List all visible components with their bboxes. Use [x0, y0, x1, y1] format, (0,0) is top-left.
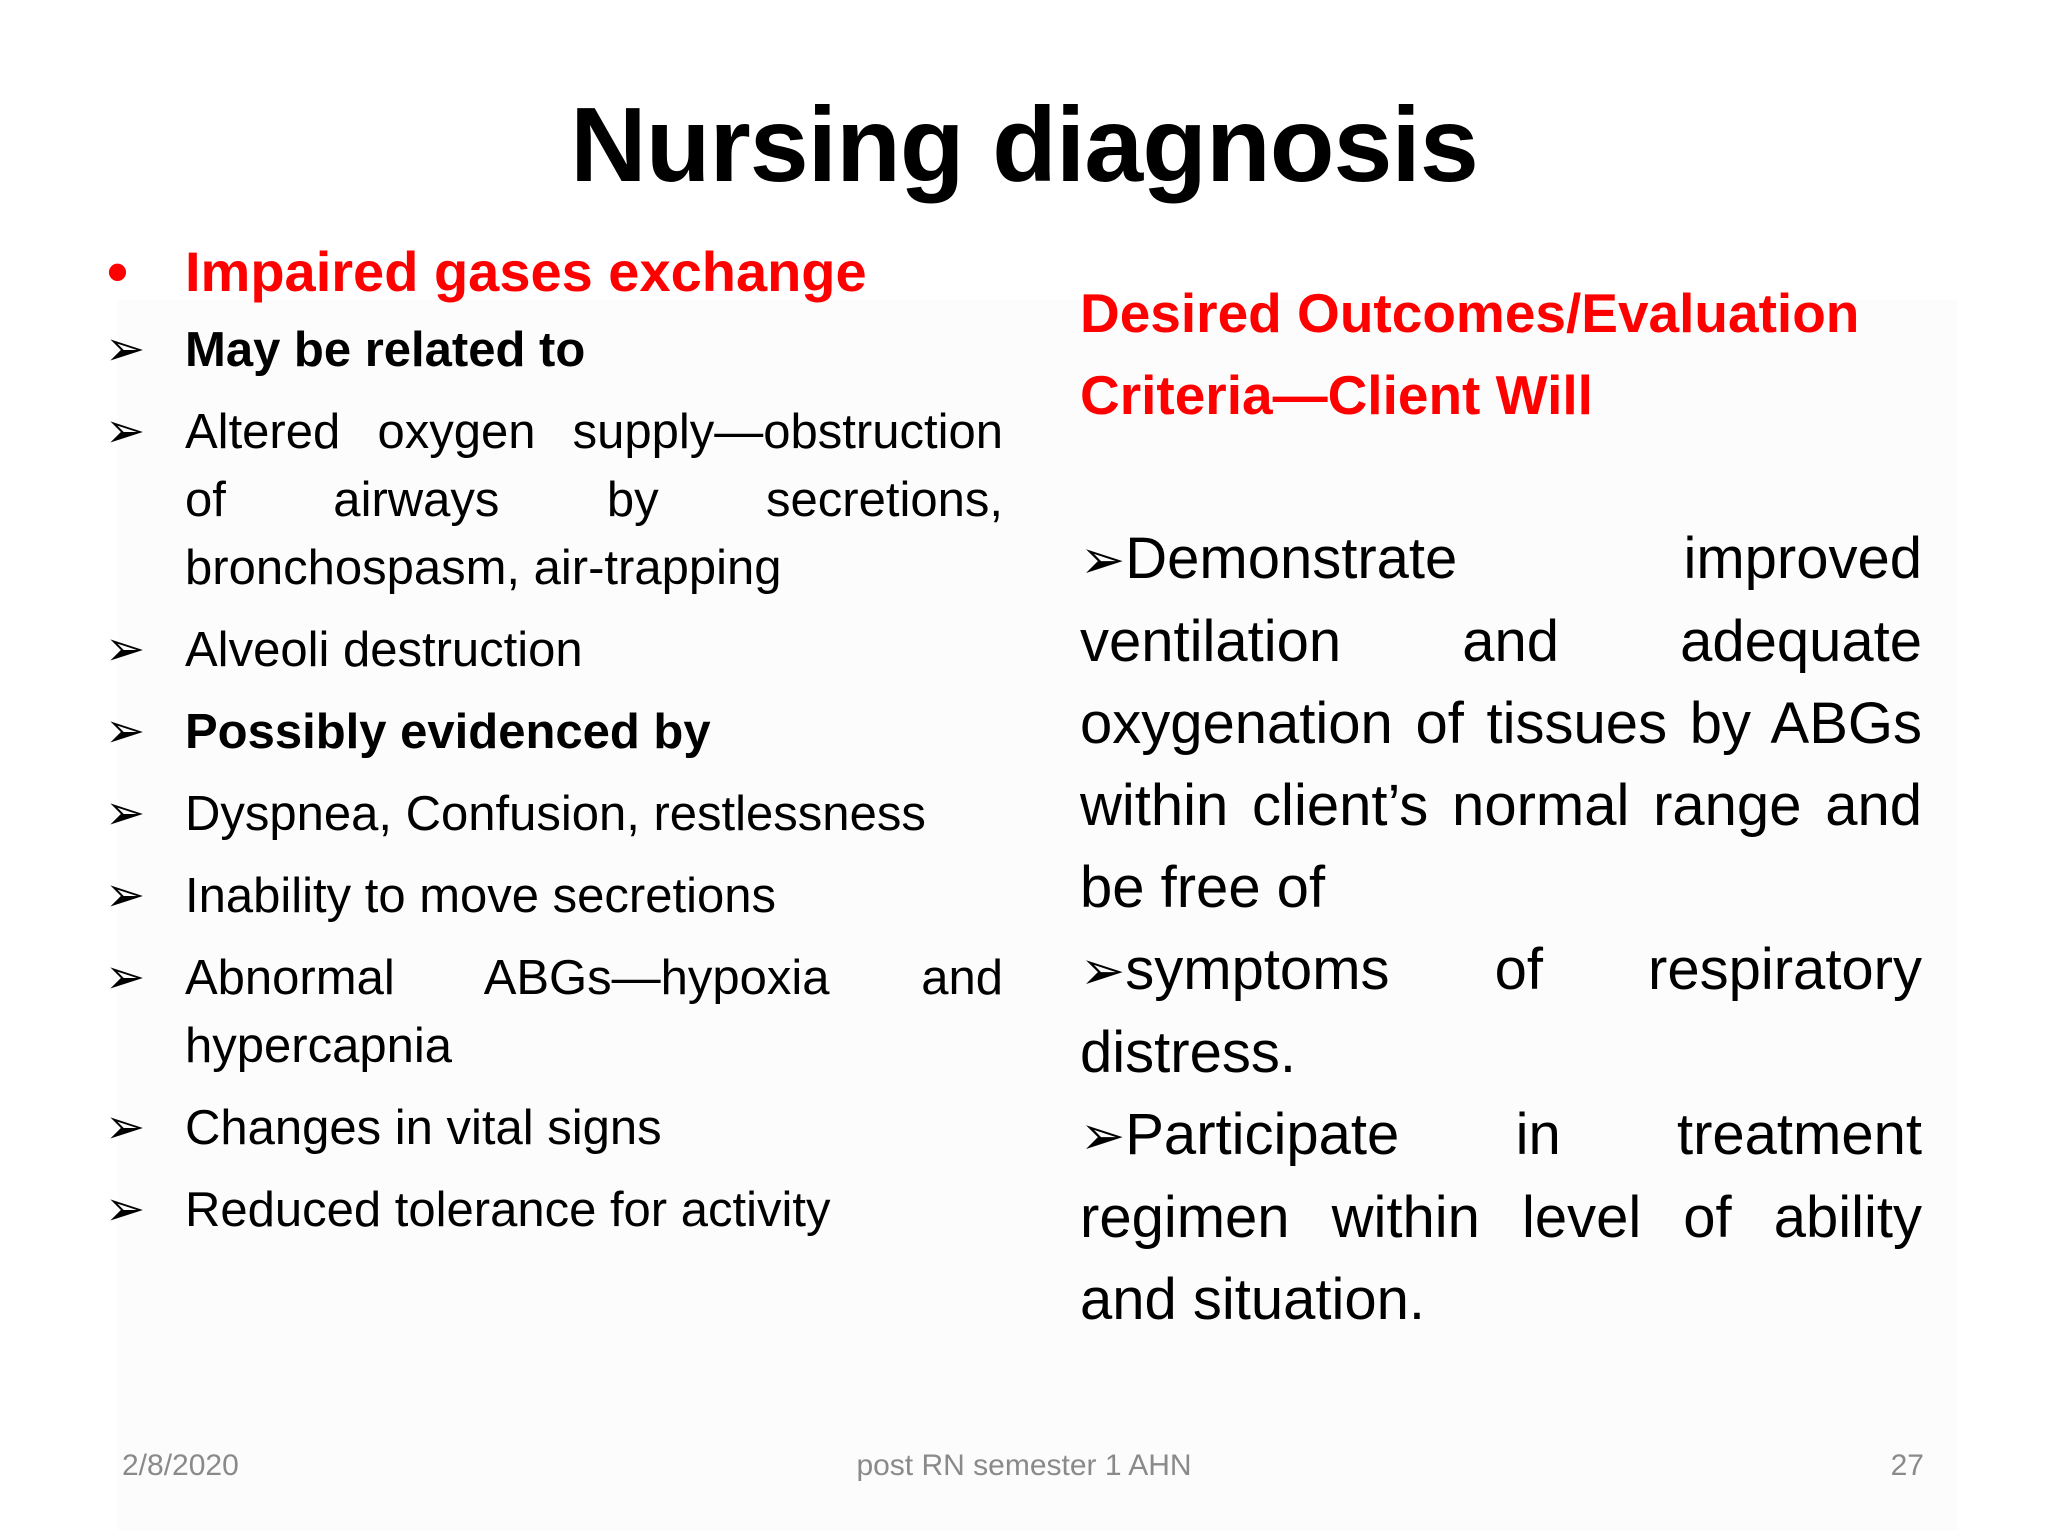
list-item [105, 316, 1003, 384]
list-item-text: Changes in vital signs [185, 1101, 662, 1155]
arrow-bullet-icon: ➢ [105, 623, 146, 676]
list-item [105, 862, 1003, 930]
diagnosis-heading: Impaired gases exchange [185, 240, 867, 303]
list-item-text: May be related to [185, 323, 586, 377]
list-item [105, 1176, 1003, 1244]
arrow-bullet-icon: ➢ [105, 705, 146, 758]
outcomes-heading: Desired Outcomes/Evaluation Criteria—Client Will [1080, 282, 1860, 426]
outcomes-panel [1080, 272, 1922, 1341]
list-item [105, 698, 1003, 766]
diagnosis-list [105, 238, 1003, 1258]
list-item-text: Possibly evidenced by [185, 705, 711, 759]
list-item-text: Altered oxygen supply—obstruction of airways by secretions, bronchospasm, air-trapping [185, 405, 1003, 595]
arrow-bullet-icon: ➢ [105, 1101, 146, 1154]
list-item [105, 398, 1003, 602]
list-item [105, 944, 1003, 1080]
list-item [105, 238, 1003, 306]
arrow-bullet-icon: ➢ [105, 323, 146, 376]
list-item-text: Reduced tolerance for activity [185, 1183, 831, 1237]
arrow-bullet-icon: ➢ [105, 869, 146, 922]
arrow-bullet-icon: ➢ [105, 1183, 146, 1236]
list-item [105, 1094, 1003, 1162]
list-item [105, 616, 1003, 684]
slide-title: Nursing diagnosis [570, 86, 1478, 204]
arrow-bullet-icon: ➢ [105, 787, 146, 840]
list-item [105, 780, 1003, 848]
arrow-bullet-icon: ➢ [1080, 941, 1126, 1001]
outcome-text: Participate in treatment regimen within level of ability and situation. [1080, 1102, 1922, 1332]
list-item-text: Abnormal ABGs—hypoxia and hypercapnia [185, 951, 1003, 1073]
outcome-item [1080, 1094, 1922, 1341]
arrow-bullet-icon: ➢ [1080, 530, 1126, 590]
outcome-text: Demonstrate improved ventilation and adequate oxygenation of tissues by ABGs within client’s normal range and be free of [1080, 526, 1922, 920]
list-item-text: Inability to move secretions [185, 869, 776, 923]
outcome-text: symptoms of respiratory distress. [1080, 937, 1922, 1085]
footer-date: 2/8/2020 [122, 1449, 239, 1482]
footer-caption: post RN semester 1 AHN [856, 1449, 1192, 1482]
bullet-dot-icon: • [107, 238, 129, 305]
arrow-bullet-icon: ➢ [105, 951, 146, 1004]
arrow-bullet-icon: ➢ [1080, 1106, 1126, 1166]
outcome-item [1080, 929, 1922, 1094]
arrow-bullet-icon: ➢ [105, 405, 146, 458]
list-item-text: Alveoli destruction [185, 623, 583, 677]
outcome-item [1080, 518, 1922, 929]
slide-number: 27 [1890, 1449, 1924, 1482]
list-item-text: Dyspnea, Confusion, restlessness [185, 787, 926, 841]
